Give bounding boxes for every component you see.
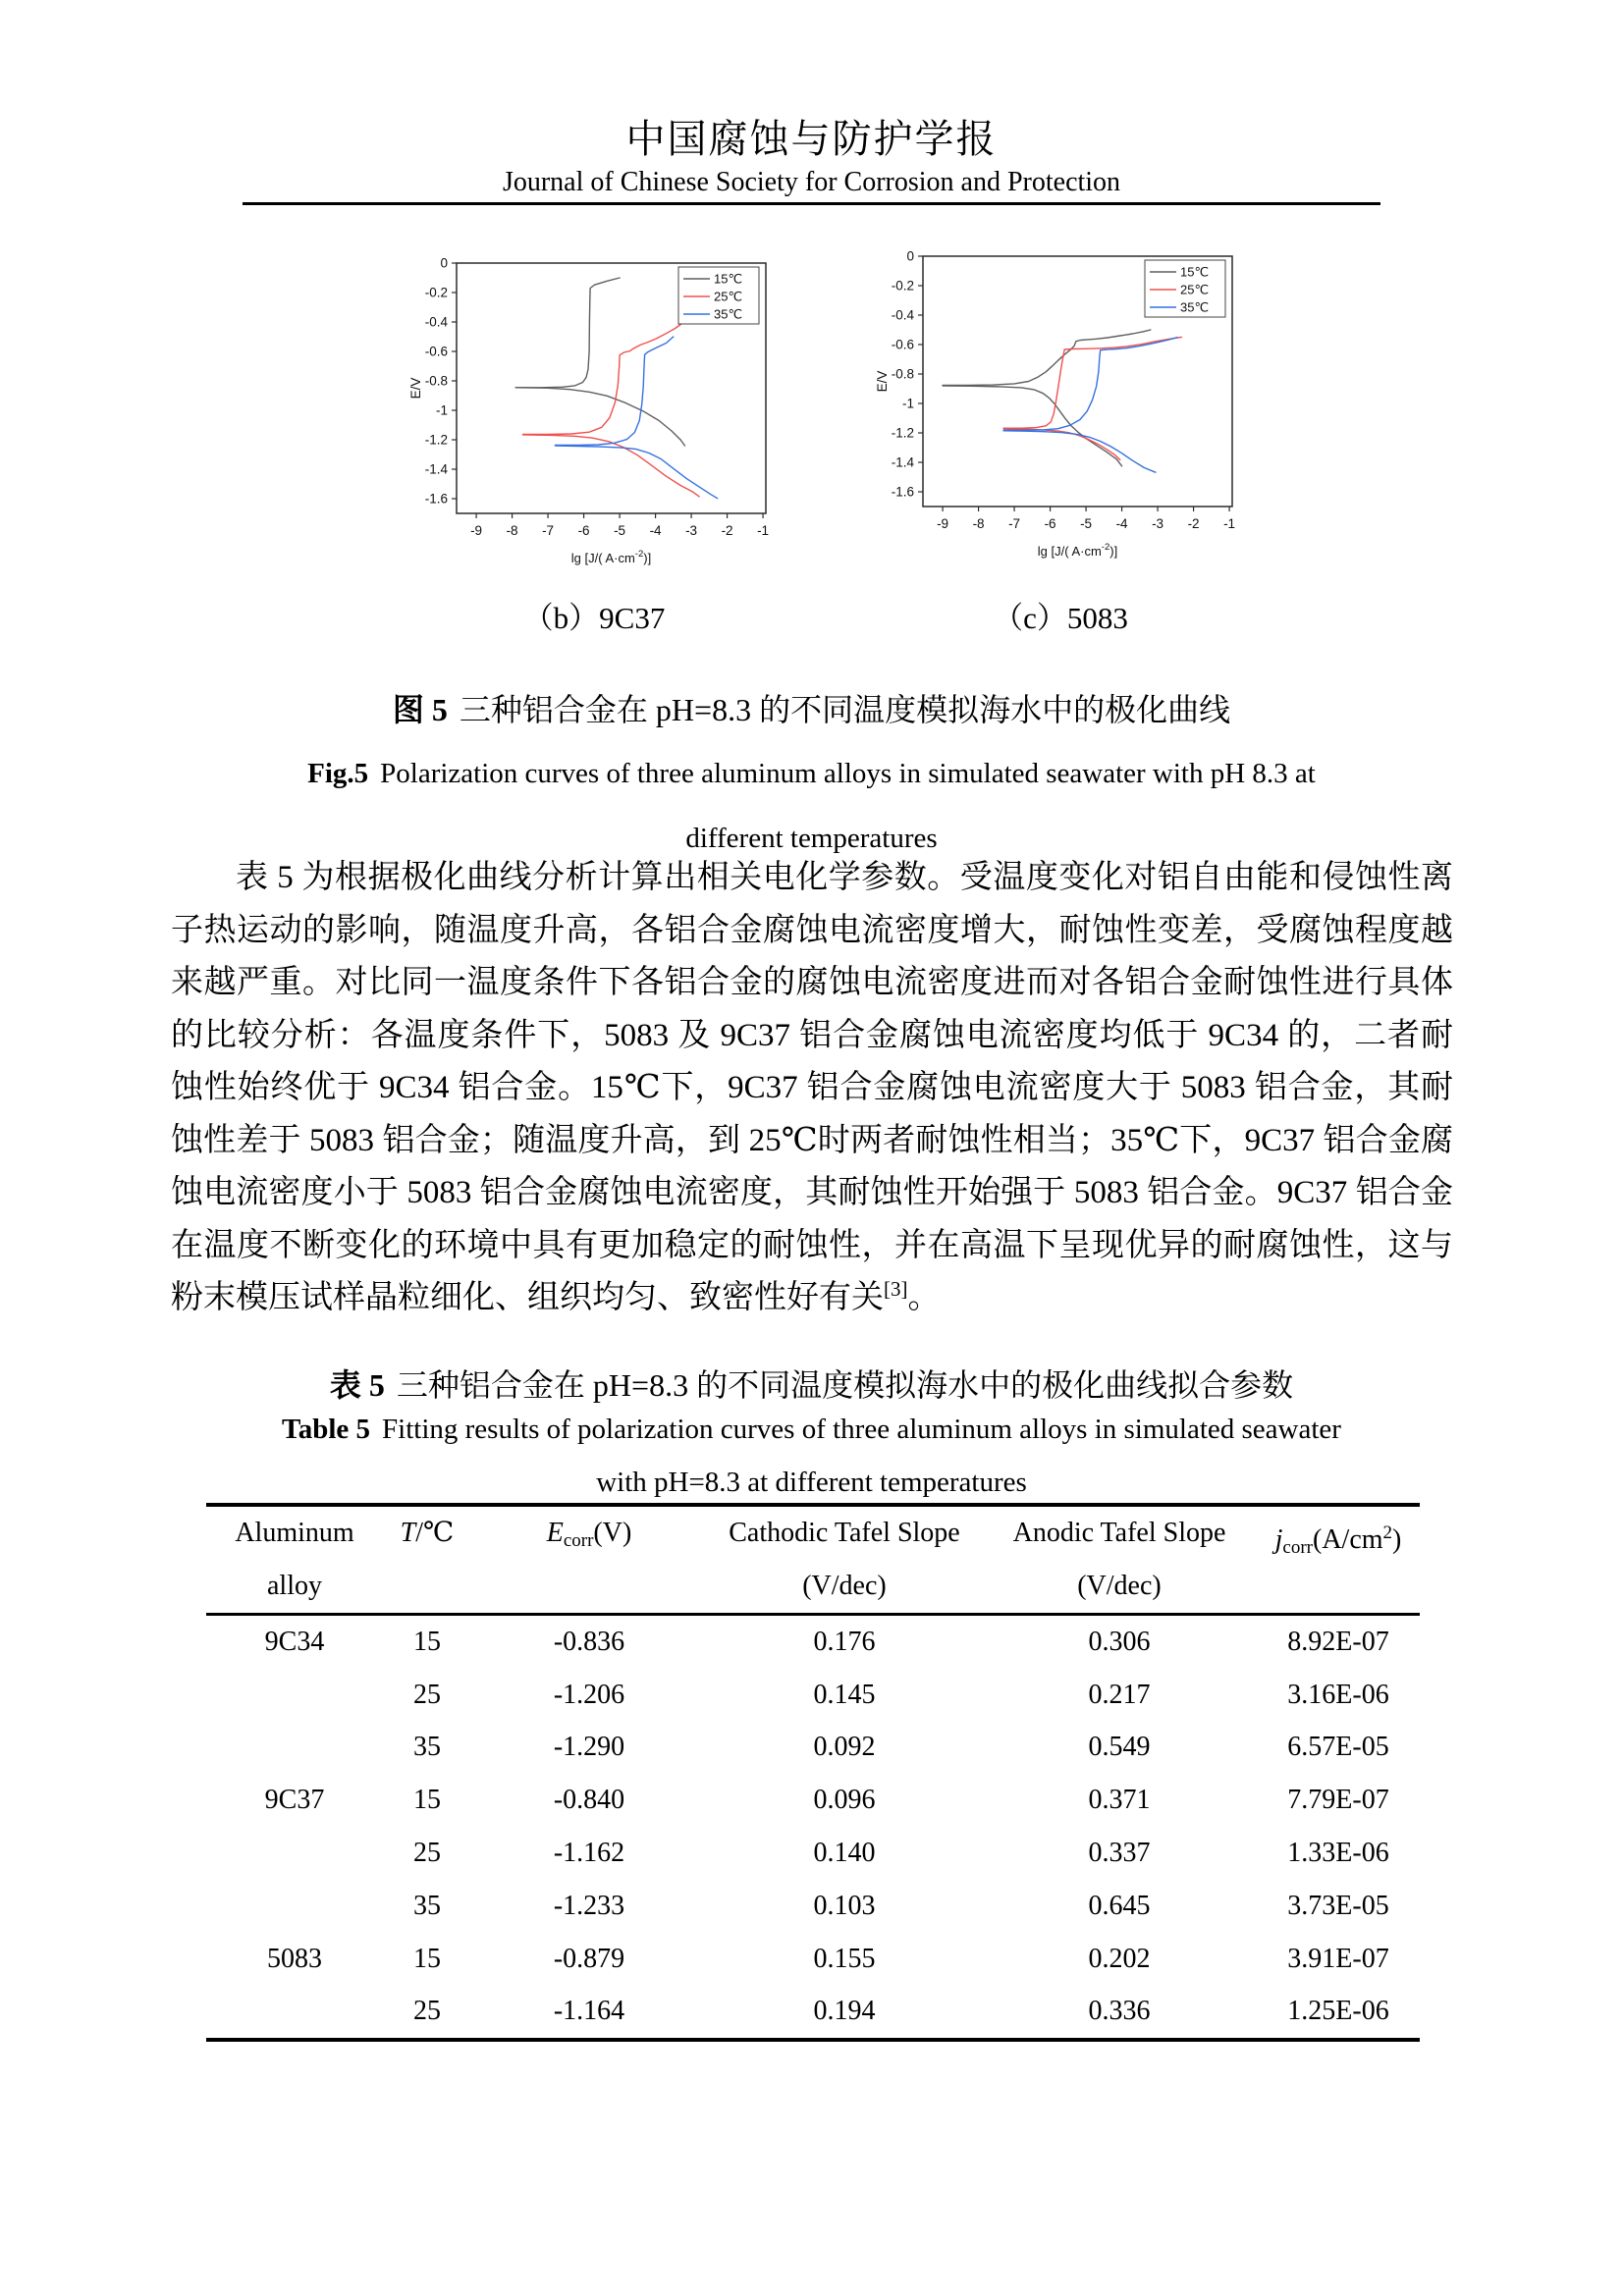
header-cathodic-tafel-slope: Cathodic Tafel Slope (V/dec) <box>729 1518 960 1601</box>
table-row: 9C37 15 -0.840 0.096 0.371 7.79E-07 <box>264 1785 1389 1816</box>
header-aluminum-alloy: Aluminum alloy <box>235 1518 354 1601</box>
polarization-plot-5083 <box>874 244 1247 583</box>
svg-text:-5: -5 <box>614 523 626 538</box>
header-anodic-tafel-slope: Anodic Tafel Slope (V/dec) <box>1012 1518 1226 1601</box>
table-header <box>206 1505 1420 1615</box>
table-body <box>206 1615 1420 2041</box>
table-row: 9C34 15 -0.836 0.176 0.306 8.92E-07 <box>264 1626 1389 1657</box>
header-divider <box>243 202 1380 205</box>
svg-text:0: 0 <box>440 255 448 271</box>
svg-text:E/V: E/V <box>408 377 423 400</box>
svg-text:-0.4: -0.4 <box>424 314 448 330</box>
panel-c-caption: （c）5083 <box>993 601 1128 635</box>
figure-label-en: Fig.5 <box>307 758 369 789</box>
table-caption-en: Table 5 Fitting results of polarization curves of three aluminum alloys in simulated seawater <box>282 1414 1341 1445</box>
svg-text:15℃: 15℃ <box>714 271 743 287</box>
fitting-results-table <box>206 1503 1420 2042</box>
table-label-en: Table 5 <box>282 1414 371 1445</box>
svg-text:-4: -4 <box>649 523 662 538</box>
journal-title-en: Journal of Chinese Society for Corrosion and Protection <box>502 167 1121 197</box>
figure-caption-zh: 图 5 三种铝合金在 pH=8.3 的不同温度模拟海水中的极化曲线 <box>392 692 1231 727</box>
figure-label-zh: 图 5 <box>392 692 448 727</box>
svg-text:-8: -8 <box>972 516 985 531</box>
svg-text:-0.6: -0.6 <box>424 344 448 359</box>
svg-text:-3: -3 <box>685 523 698 538</box>
figure-caption-en-line2: different temperatures <box>685 823 938 854</box>
table-row: 25 -1.162 0.140 0.337 1.33E-06 <box>413 1838 1389 1869</box>
header-ecorr: $E_{corr}(V)$ <box>546 1518 632 1551</box>
svg-text:0: 0 <box>906 248 914 264</box>
header-temperature: T/℃ <box>400 1518 455 1548</box>
svg-text:-0.8: -0.8 <box>424 373 448 389</box>
svg-text:-0.6: -0.6 <box>891 337 914 352</box>
svg-text:-7: -7 <box>542 523 555 538</box>
svg-text:25℃: 25℃ <box>714 289 743 304</box>
table-row: 5083 15 -0.879 0.155 0.202 3.91E-07 <box>267 1943 1389 1974</box>
citation-ref: [3] <box>884 1277 908 1301</box>
body-paragraph: 表 5 为根据极化曲线分析计算出相关电化学参数。受温度变化对铝自由能和侵蚀性离子热运动的影响，随温度升高，各铝合金腐蚀电流密度增大，耐蚀性变差，受腐蚀程度越来越严重。对比同一温度条件下各铝合金的腐蚀电流密度进而对各铝合金耐蚀性进行具体的比较分析：各温度条件下，5083 及 9C37 铝合金腐蚀电流密度均低于 9C34 的，二者耐蚀性始终优于 9C34 铝合金。15℃下，9C37 铝合金腐蚀电流密度大于 5083 铝合金，其耐蚀性差于 5083 铝合金；随温度升高，到 25℃时两者耐蚀性相当；35℃下，9C37 铝合金腐蚀电流密度小于 5083 铝合金腐蚀电流密度，其耐蚀性开始强于 5083 铝合金。9C37 铝合金在温度不断变化的环境中具有更加稳定的耐蚀性，并在高温下呈现优异的耐腐蚀性，这与粉末模压试样晶粒细化、组织均匀、致密性好有关[3]。 <box>171 860 1453 1315</box>
svg-text:-8: -8 <box>506 523 518 538</box>
table-row: 25 -1.206 0.145 0.217 3.16E-06 <box>413 1679 1389 1710</box>
svg-text:-0.8: -0.8 <box>891 366 914 382</box>
svg-text:15℃: 15℃ <box>1180 264 1210 280</box>
svg-text:25℃: 25℃ <box>1180 282 1210 297</box>
polarization-plot-9c37 <box>407 251 781 590</box>
svg-text:35℃: 35℃ <box>714 306 743 322</box>
svg-text:-0.2: -0.2 <box>891 278 914 294</box>
svg-text:lg [J/( A·cm-2)]: lg [J/( $A\cdot cm^{-2}$)] <box>570 549 652 565</box>
svg-text:-1.4: -1.4 <box>424 461 448 477</box>
svg-text:-3: -3 <box>1152 516 1164 531</box>
table-label-zh: 表 5 <box>329 1367 385 1403</box>
table-row: 25 -1.164 0.194 0.336 1.25E-06 <box>413 1996 1389 2027</box>
svg-text:-2: -2 <box>1187 516 1200 531</box>
svg-text:-2: -2 <box>721 523 733 538</box>
panel-b-caption: （b）9C37 <box>522 601 666 635</box>
table-caption-zh: 表 5 三种铝合金在 pH=8.3 的不同温度模拟海水中的极化曲线拟合参数 <box>329 1367 1294 1403</box>
header-jcorr: $j_{corr}(A/cm^2)$ <box>1274 1522 1402 1558</box>
svg-text:-1: -1 <box>901 396 914 411</box>
svg-text:-7: -7 <box>1008 516 1021 531</box>
table-row: 35 -1.233 0.103 0.645 3.73E-05 <box>413 1890 1389 1921</box>
svg-text:-4: -4 <box>1115 516 1128 531</box>
svg-text:-1.6: -1.6 <box>891 484 914 500</box>
table-caption-en-line2: with pH=8.3 at different temperatures <box>596 1467 1027 1498</box>
figure-caption-en: Fig.5 Polarization curves of three aluminum alloys in simulated seawater with pH 8.3 at <box>307 758 1316 789</box>
svg-text:-1.2: -1.2 <box>424 432 448 448</box>
svg-text:-1: -1 <box>757 523 770 538</box>
svg-text:-6: -6 <box>577 523 590 538</box>
svg-text:-9: -9 <box>937 516 949 531</box>
svg-text:-1: -1 <box>1223 516 1236 531</box>
journal-title-zh: 中国腐蚀与防护学报 <box>625 117 998 161</box>
svg-text:-6: -6 <box>1044 516 1056 531</box>
svg-text:lg [J/( A·cm-2)]: lg [J/( $A\cdot cm^{-2}$)] <box>1037 542 1118 559</box>
svg-text:35℃: 35℃ <box>1180 299 1210 315</box>
svg-text:-1.6: -1.6 <box>424 491 448 507</box>
svg-text:-1.2: -1.2 <box>891 425 914 441</box>
svg-text:-1: -1 <box>435 402 448 418</box>
svg-text:-0.2: -0.2 <box>424 285 448 300</box>
svg-text:-0.4: -0.4 <box>891 307 914 323</box>
svg-text:-1.4: -1.4 <box>891 454 914 470</box>
svg-text:-9: -9 <box>470 523 483 538</box>
svg-text:-5: -5 <box>1080 516 1093 531</box>
table-row: 35 -1.290 0.092 0.549 6.57E-05 <box>413 1732 1389 1763</box>
svg-text:E/V: E/V <box>875 370 890 393</box>
